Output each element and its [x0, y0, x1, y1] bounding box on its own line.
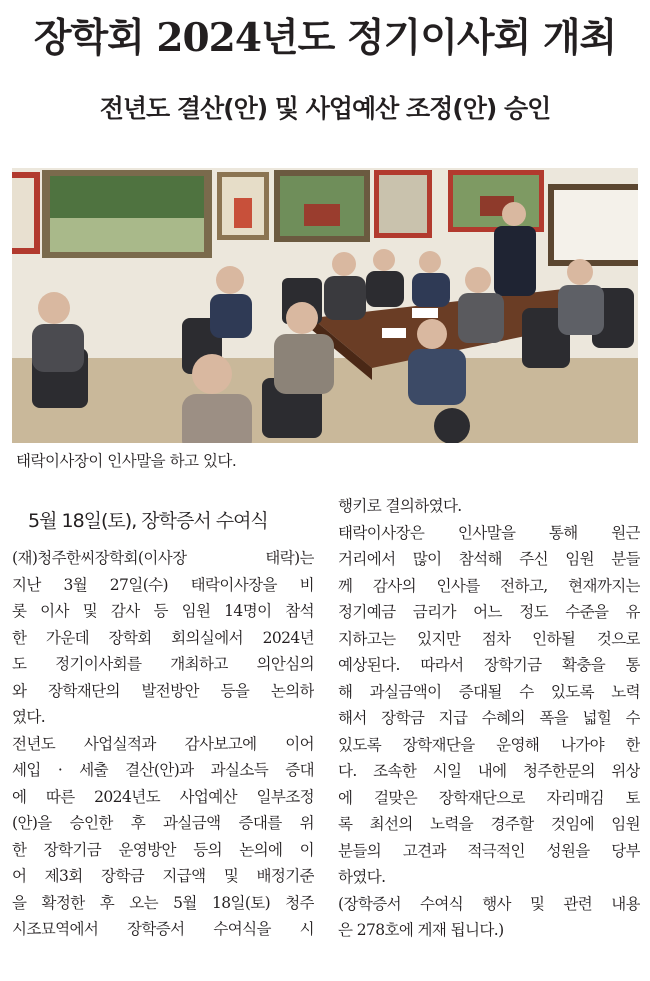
article-line: 분들의 고견과 적극적인 성원을 당부 — [338, 841, 640, 860]
article-line: 해서 장학금 지급 수혜의 폭을 넓힐 수 — [338, 709, 640, 727]
article-line: 태락이사장은 인사말을 통해 원근 — [338, 523, 640, 542]
article-line: 록 최선의 노력을 경주할 것임에 임원 — [338, 815, 640, 833]
article-headline: 장학회 2024년도 정기이사회 개최 — [33, 15, 617, 61]
article-line: 한 장학기금 운영방안 등의 논의에 이 — [12, 840, 314, 859]
article-line: (안)을 승인한 후 과실금액 증대를 위 — [12, 814, 314, 832]
article-line: (재)청주한씨장학회(이사장 태락)는 — [12, 549, 314, 567]
article-line: 다. 조속한 시일 내에 청주한문의 위상 — [338, 762, 640, 780]
article-line: 지하고는 있지만 점차 인하될 것으로 — [338, 629, 640, 648]
article-line: 세입 · 세출 결산(안)과 과실소득 증대 — [12, 761, 314, 779]
article-line: 지난 3월 27일(수) 태락이사장을 비 — [12, 575, 314, 594]
article-line: 행키로 결의하였다. — [338, 497, 462, 515]
article-line: 께 감사의 인사를 전하고, 현재까지는 — [338, 576, 640, 595]
article-line: 정기예금 금리가 어느 정도 수준을 유 — [338, 603, 640, 621]
article-line: 은 278호에 게재 됩니다.) — [338, 921, 504, 939]
article-line: (장학증서 수여식 행사 및 관련 내용 — [338, 894, 640, 913]
article-line: 였다. — [12, 708, 46, 726]
article-line: 어 제3회 장학금 지급액 및 배정기준 — [12, 867, 314, 885]
article-line: 한 가운데 장학회 회의실에서 2024년 — [12, 628, 314, 647]
article-line: 도 정기이사회를 개최하고 의안심의 — [12, 655, 314, 673]
article-column-right — [338, 493, 640, 944]
article-line: 전년도 사업실적과 감사보고에 이어 — [12, 734, 314, 753]
article-line: 에 따른 2024년도 사업예산 일부조정 — [12, 787, 314, 806]
article-line: 있도록 장학재단을 운영해 나가야 한 — [338, 735, 640, 754]
article-line: 을 확정한 후 오는 5월 18일(토) 청주 — [12, 893, 314, 912]
article-line: 예상된다. 따라서 장학기금 확충을 통 — [338, 656, 640, 674]
article-line: 롯 이사 및 감사 등 임원 14명이 참석 — [12, 602, 314, 620]
board-meeting-photo — [12, 168, 638, 443]
article-subheadline: 전년도 결산(안) 및 사업예산 조정(안) 승인 — [99, 94, 551, 123]
article-line: 거리에서 많이 참석해 주신 임원 분들 — [338, 550, 640, 568]
article-line: 시조묘역에서 장학증서 수여식을 시 — [12, 920, 314, 938]
article-line: 하였다. — [338, 868, 386, 886]
article-line: 에 걸맞은 장학재단으로 자리매김 토 — [338, 788, 640, 807]
article-column-left — [12, 505, 314, 943]
article-line: 해 과실금액이 증대될 수 있도록 노력 — [338, 682, 640, 701]
article-line: 와 장학재단의 발전방안 등을 논의하 — [12, 681, 314, 700]
photo-caption: 태락이사장이 인사말을 하고 있다. — [16, 452, 237, 470]
section-heading: 5월 18일(토), 장학증서 수여식 — [28, 510, 268, 532]
